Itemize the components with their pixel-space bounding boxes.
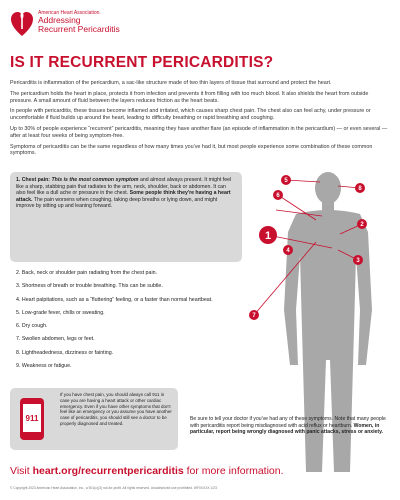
symptom-number: 1. (16, 177, 21, 183)
svg-text:7: 7 (252, 313, 256, 319)
intro-paragraph: In people with pericarditis, these tissues become inflamed and irritated, which causes sharp chest pain. The chest also can feel achy, under pressure or uncomfortable if fluid builds up around the heart, leading to difficulty breathing or rapid breathing and coughing. (10, 108, 371, 122)
list-item: 7. Swollen abdomen, legs or feet. (16, 336, 95, 343)
marker-4 (283, 245, 293, 255)
copyright: © Copyright 2023 American Heart Association, Inc., a 501(c)(3) not-for-profit. All rights reserved. Unauthorized use prohibited. WF0XXXX 1/23 (10, 486, 217, 490)
symptom-lead: Chest pain: (21, 177, 51, 183)
marker-7 (249, 310, 259, 320)
svg-text:3: 3 (356, 258, 360, 264)
brand-line-1: Addressing (38, 15, 81, 25)
tell-doctor-note (190, 416, 395, 436)
symptom-text-2: The pain worsens when coughing, taking deep breaths or lying down, and might improve by sitting up and leaning forward. (16, 196, 218, 210)
footer-cta (10, 465, 284, 477)
footer-url-link[interactable]: heart.org/recurrentpericarditis (32, 465, 184, 477)
intro-paragraph: Pericarditis is inflammation of the pericardium, a sac-like structure made of two thin layers of tissue that surround and protect the heart. (10, 80, 332, 86)
symptom-lead-italic: This is the most common symptom (51, 177, 139, 183)
tell-doctor-text: Be sure to tell your doctor if you've had any of these symptoms. Note that many people with pericarditis report being misdiagnosed with acid reflux or heartburn. (190, 416, 386, 429)
footer-more: for more information. (186, 465, 284, 477)
svg-text:2: 2 (360, 222, 364, 228)
list-item: 9. Weakness or fatigue. (16, 363, 72, 370)
symptom-text-1: and almost always present. It might feel like a sharp, stabbing pain that radiates to the arm, neck, shoulder, back or abdomen. It can also feel like a dull ache or pressure in the chest. (16, 177, 232, 197)
intro-paragraph: Symptoms of pericarditis can be the same regardless of how many times you've had it, but most people experience some combination of these common symptoms. (10, 143, 373, 157)
marker-1 (259, 226, 277, 244)
marker-5 (281, 175, 291, 185)
footer-visit: Visit (10, 465, 30, 477)
symptom-list (16, 270, 244, 376)
phone-911-icon (18, 396, 48, 442)
heart-torch-logo-icon (10, 8, 34, 38)
marker-6 (273, 190, 283, 200)
list-item: 8. Lightheadedness, dizziness or fainting. (16, 349, 114, 356)
header (10, 8, 120, 48)
emergency-callout (10, 388, 178, 450)
list-item: 3. Shortness of breath or trouble breathing. This can be subtle. (16, 283, 163, 290)
list-item: 6. Dry cough. (16, 323, 48, 330)
list-item: 5. Low-grade fever, chills or sweating. (16, 309, 105, 316)
list-item: 2. Back, neck or shoulder pain radiating from the chest pain. (16, 270, 158, 276)
marker-2 (357, 219, 367, 229)
svg-text:1: 1 (264, 230, 272, 242)
svg-text:4: 4 (286, 248, 290, 254)
page-title: IS IT RECURRENT PERICARDITIS? (10, 54, 274, 71)
header-brand (38, 8, 120, 34)
list-item: 4. Heart palpitations, such as a “fluttering” feeling, or a faster than normal heartbeat. (16, 296, 213, 303)
brand-line-2: Recurrent Pericarditis (38, 24, 120, 34)
marker-3 (353, 255, 363, 265)
svg-text:6: 6 (276, 193, 280, 199)
callout-text: If you have chest pain, you should always call 911 in case you are having a heart attack or other cardiac emergency. Even if you have other symptoms that don't feel like an emergency or you assume you have another case of pericarditis, you should still see a doctor to be properly diagnosed and treated. (60, 392, 172, 426)
svg-text:8: 8 (358, 186, 362, 192)
symptom-bold-text: Some people think they're having a heart attack. (16, 190, 231, 203)
intro-paragraph: Up to 30% of people experience “recurrent” pericarditis, meaning they have another flare (an episode of inflammation in the pericardium) — or even several — after at least four weeks of being symptom-free. (10, 125, 388, 139)
chest-pain-box (10, 172, 242, 262)
svg-text:5: 5 (284, 178, 288, 184)
intro-paragraph: The pericardium holds the heart in place, protects it from infection and prevents it from filling with too much blood. It also shields the heart from outside pressure. A small amount of fluid between the layers reduces friction as the heart beats. (10, 90, 369, 104)
intro-text (10, 80, 392, 161)
tell-doctor-bold: Women, in particular, report being wrongly diagnosed with panic attacks, stress or anxiety. (190, 422, 383, 436)
svg-text:911: 911 (25, 414, 39, 423)
marker-8 (355, 183, 365, 193)
org-name: American Heart Association. (38, 10, 101, 16)
